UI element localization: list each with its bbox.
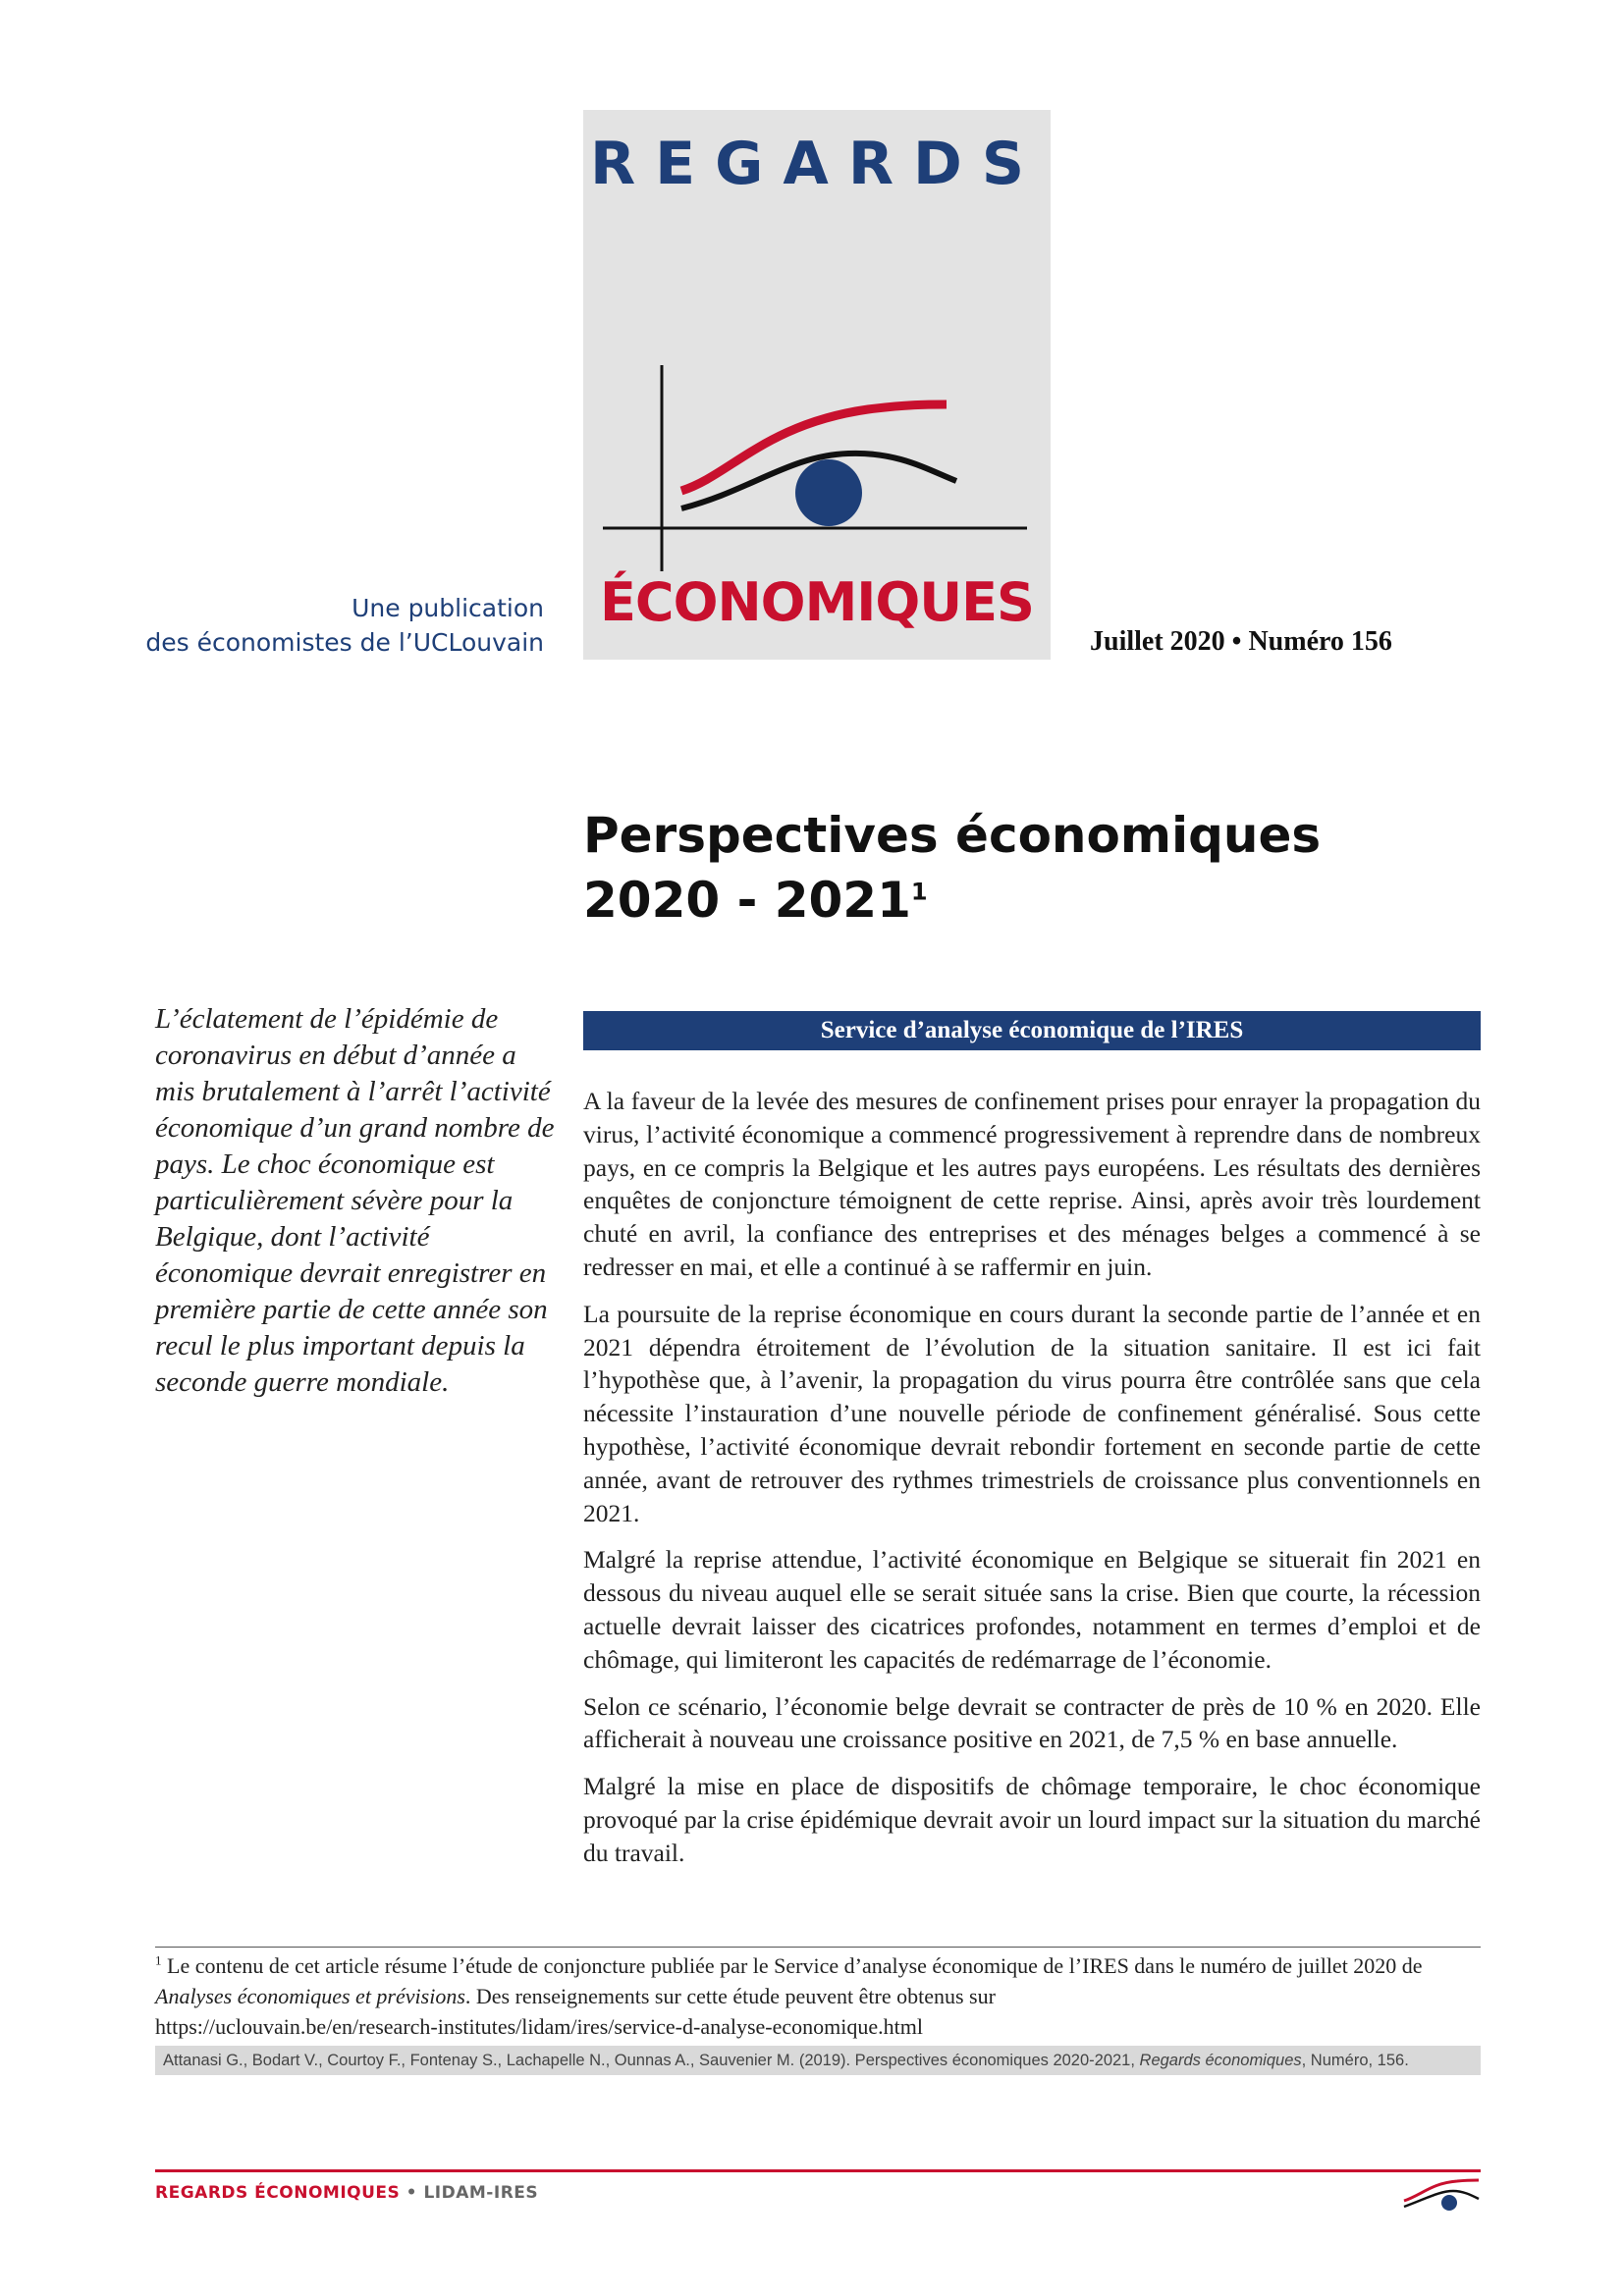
publisher-tagline: [145, 591, 544, 660]
footer-divider: [155, 2169, 1481, 2172]
paragraph: Malgré la mise en place de dispositifs de chômage temporaire, le choc économique provoqué par la crise épidémique devrait avoir un lourd impact sur la situation du marché du travail.: [583, 1772, 1481, 1867]
title-years: 2020 - 2021: [583, 872, 911, 929]
footer-institute: LIDAM-IRES: [423, 2183, 539, 2203]
publisher-line-2: des économistes de l’UCLouvain: [145, 628, 544, 657]
article-abstract: L’éclatement de l’épidémie de coronavirus en début d’année a mis brutalement à l’arrêt l’activité économique d’un grand nombre de pays. Le choc économique est particulièrement sévère pour la Belgique, dont l’activité économique devrait enregistrer en première partie de cette année son recul le plus important depuis la seconde guerre mondiale.: [155, 1003, 555, 1398]
footnote-divider: [155, 1947, 1481, 1948]
footer-separator: •: [400, 2183, 424, 2203]
logo-wordmark-top: REGARDS: [589, 130, 1045, 198]
footnote-publication: Analyses économiques et prévisions: [155, 1984, 465, 2008]
title-line-2: [583, 868, 1321, 933]
footnote-number: 1: [155, 1952, 162, 1968]
citation-journal: Regards économiques: [1139, 2052, 1302, 2069]
footer-label: [155, 2183, 538, 2203]
footnote-text-after: . Des renseignements sur cette étude peuvent être obtenus sur: [464, 1984, 996, 2008]
paragraph: A la faveur de la levée des mesures de confinement prises pour enrayer la propagation du virus, l’activité économique a commencé progressivement à reprendre dans de nombreux pays, en ce compris la Belgique et les autres pays européens. Les résultats des dernières enquêtes de conjoncture témoignent de cette reprise. Ainsi, après avoir très lourdement chuté en avril, la confiance des entreprises et des ménages belges a commencé à se redresser en mai, et elle a continué à se raffermir en juin.: [583, 1087, 1481, 1281]
footer-eye-logo-icon: [1402, 2177, 1481, 2213]
footnote-text-before: Le contenu de cet article résume l’étude de conjoncture publiée par le Service d’analyse économique de l’IRES dans le numéro de juillet 2020 de: [161, 1953, 1423, 1978]
paragraph: Malgré la reprise attendue, l’activité économique en Belgique se situerait fin 2021 en dessous du niveau auquel elle se serait située sans la crise. Bien que courte, la récession actuelle devrait laisser des cicatrices profondes, notamment en termes d’emploi et de chômage, qui limiteront les capacités de redémarrage de l’économie.: [583, 1545, 1481, 1674]
logo-eye-graph-icon: [583, 247, 1051, 571]
paragraph: La poursuite de la reprise économique en cours durant la seconde partie de l’année et en 2021 dépendra étroitement de l’évolution de la situation sanitaire. Il est ici fait l’hypothèse que, à l’avenir, la propagation du virus pourra être contrôlée sans que cela nécessite l’instauration d’une nouvelle période de confinement généralisé. Sous cette hypothèse, l’activité économique devrait rebondir fortement en seconde partie de cette année, avant de retrouver des rythmes trimestriels de croissance plus conventionnels en 2021.: [583, 1299, 1481, 1527]
citation-authors: Attanasi G., Bodart V., Courtoy F., Fontenay S., Lachapelle N., Ounnas A., Sauvenier M. (2019). Perspectives économiques 2020-2021,: [163, 2052, 1140, 2069]
masthead-logo: [583, 110, 1051, 660]
footer-brand: REGARDS ÉCONOMIQUES: [155, 2183, 401, 2203]
publisher-line-1: Une publication: [352, 594, 544, 622]
citation-bar: [155, 2046, 1481, 2075]
title-line-1: Perspectives économiques: [583, 807, 1322, 864]
paragraph: Selon ce scénario, l’économie belge devrait se contracter de près de 10 % en 2020. Elle afficherait à nouveau une croissance positive en 2021, de 7,5 % en base annuelle.: [583, 1691, 1481, 1754]
footnote-url-link[interactable]: https://uclouvain.be/en/research-institutes/lidam/ires/service-d-analyse-economique.html: [155, 2014, 923, 2039]
article-body: [583, 1085, 1481, 1884]
logo-wordmark-bottom: ÉCONOMIQUES: [600, 571, 1034, 633]
footnote: [155, 1950, 1481, 2042]
author-banner: Service d’analyse économique de l’IRES: [583, 1011, 1481, 1050]
article-title: [583, 803, 1321, 933]
citation-issue: , Numéro, 156.: [1301, 2052, 1409, 2069]
issue-label: Juillet 2020 • Numéro 156: [1090, 626, 1392, 657]
title-footnote-marker: 1: [910, 878, 928, 906]
